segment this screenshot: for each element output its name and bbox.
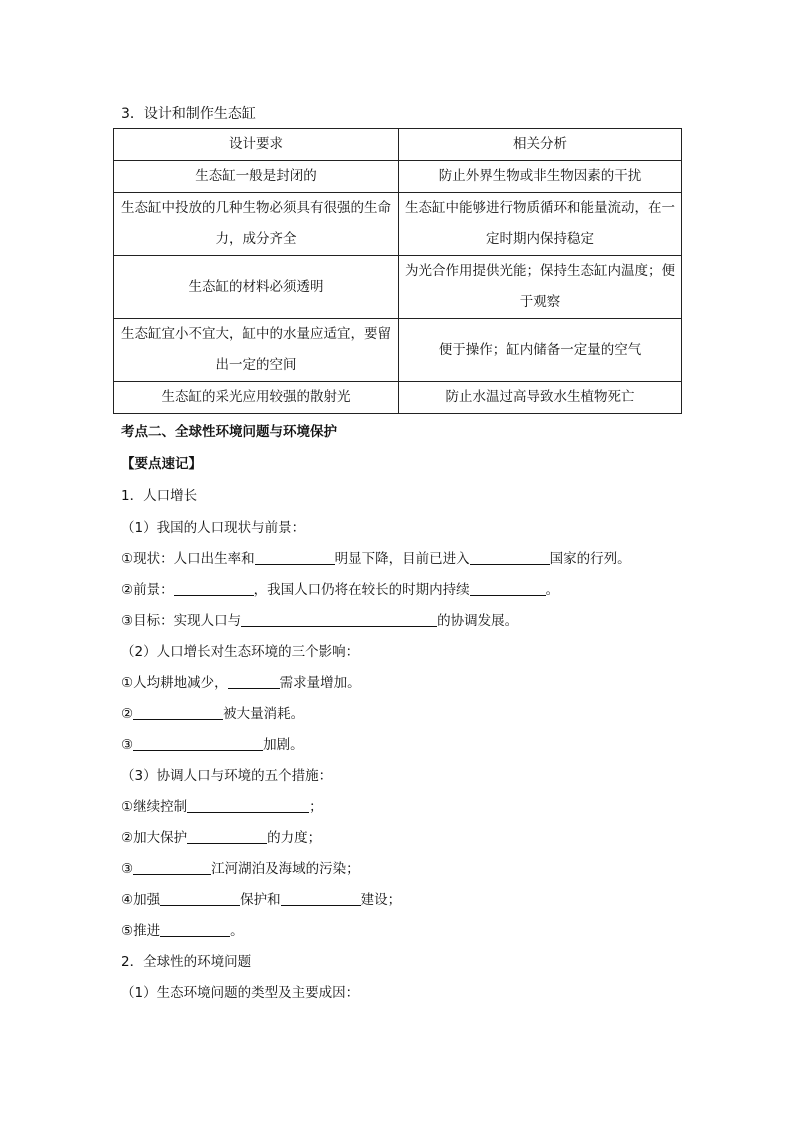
answer-blank[interactable] [133,860,211,875]
fill-line: ③目标：实现人口与 的协调发展。 [121,613,519,629]
fill-line: ② 被大量消耗。 [121,706,305,722]
table-cell: 便于操作；缸内储备一定量的空气 [399,319,682,382]
table-row [114,193,682,256]
answer-blank[interactable] [470,550,550,565]
fill-line: ③ 江河湖泊及海域的污染； [121,861,360,877]
fill-line: ①现状：人口出生率和 明显下降，目前已进入 国家的行列。 [121,551,631,567]
answer-blank[interactable] [174,581,254,596]
table-cell: 生态缸中能够进行物质循环和能量流动，在一定时期内保持稳定 [399,193,682,256]
answer-blank[interactable] [187,829,267,844]
table-header-cell: 相关分析 [399,129,682,161]
table-cell: 防止外界生物或非生物因素的干扰 [399,161,682,193]
answer-blank[interactable] [228,674,280,689]
table-cell: 生态缸一般是封闭的 [114,161,399,193]
fill-line: ⑤推进 。 [121,923,244,939]
table-cell: 防止水温过高导致水生植物死亡 [399,382,682,414]
fill-line: ③ 加剧。 [121,737,304,753]
answer-blank[interactable] [160,922,230,937]
table-header-row [114,129,682,161]
table-cell: 生态缸中投放的几种生物必须具有很强的生命力，成分齐全 [114,193,399,256]
fill-line: ②加大保护 的力度； [121,830,322,846]
answer-blank[interactable] [470,581,546,596]
fill-line: ④加强 保护和 建设； [121,892,402,908]
answer-blank[interactable] [255,550,335,565]
fill-line: ①人均耕地减少， 需求量增加。 [121,675,361,691]
population-status-title: （1）我国的人口现状与前景： [121,520,306,536]
answer-blank[interactable] [133,705,223,720]
fill-line: ①继续控制 ； [121,799,323,815]
table-row [114,382,682,414]
population-impact-title: （2）人口增长对生态环境的三个影响： [121,644,360,660]
design-requirements-table [113,128,682,414]
answer-blank[interactable] [133,736,263,751]
table-cell: 为光合作用提供光能；保持生态缸内温度；便于观察 [399,256,682,319]
population-growth-title: 1．人口增长 [121,488,198,504]
global-environment-title: 2．全球性的环境问题 [121,954,252,970]
table-header-cell: 设计要求 [114,129,399,161]
answer-blank[interactable] [187,798,309,813]
table-row [114,161,682,193]
fill-line: ②前景： ，我国人口仍将在较长的时期内持续 。 [121,582,560,598]
kaodian-2-title: 考点二、全球性环境问题与环境保护 [121,424,337,440]
key-points-title: 【要点速记】 [121,456,202,472]
table-cell: 生态缸的采光应用较强的散射光 [114,382,399,414]
answer-blank[interactable] [160,891,240,906]
table-cell: 生态缸的材料必须透明 [114,256,399,319]
answer-blank[interactable] [281,891,361,906]
table-row [114,319,682,382]
coordination-measures-title: （3）协调人口与环境的五个措施： [121,768,333,784]
table-cell: 生态缸宜小不宜大，缸中的水量应适宜，要留出一定的空间 [114,319,399,382]
problem-types-title: （1）生态环境问题的类型及主要成因： [121,985,360,1001]
table-row [114,256,682,319]
answer-blank[interactable] [241,612,437,627]
section-3-title: 3．设计和制作生态缸 [121,106,256,122]
